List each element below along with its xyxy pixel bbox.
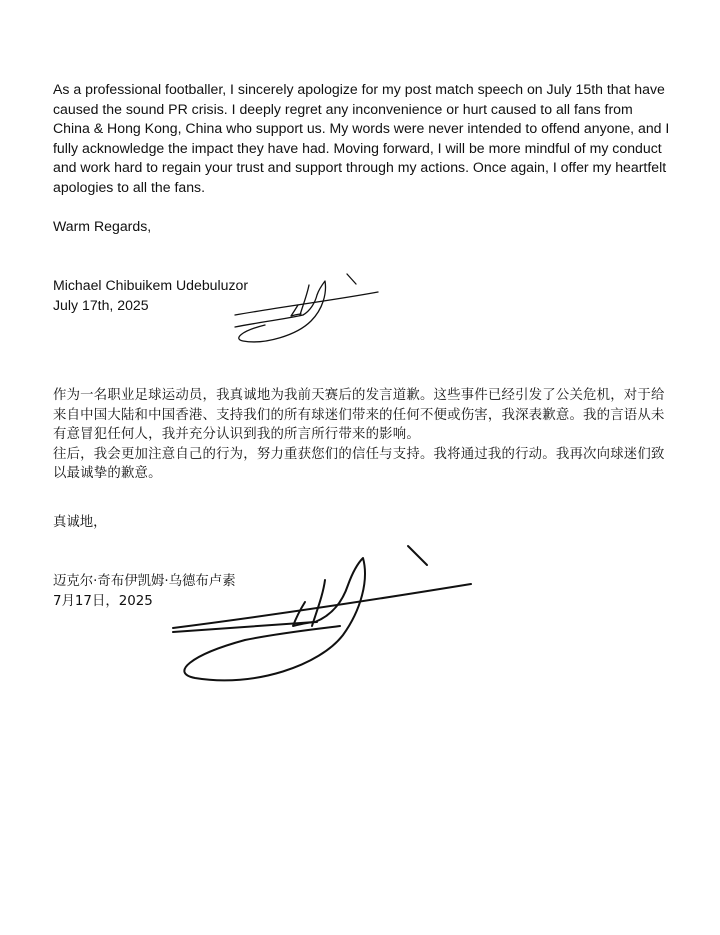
english-apology-paragraph: As a professional footballer, I sincerely apologize for my post match speech on July 15th that have caused the sound PR crisis. I deeply regret any inconvenience or hurt caused to all fans from China & Hong Kong, China who support us. My words were never intended to offend anyone, and I fully acknowledge the impact they have had. Moving forward, I will be more mindful of my conduct and work hard to regain your trust and support through my actions. Once again, I offer my heartfelt apologies to all the fans. bbox=[53, 81, 670, 195]
handwritten-signature-large bbox=[165, 540, 480, 690]
chinese-closing: 真诚地， bbox=[53, 515, 107, 530]
chinese-date: 7月17日，2025 bbox=[53, 594, 153, 609]
chinese-signatory-name: 迈克尔·奇布伊凯姆·乌德布卢素 bbox=[53, 574, 236, 589]
english-signatory-name: Michael Chibuikem Udebuluzor bbox=[53, 277, 249, 293]
english-closing: Warm Regards, bbox=[53, 218, 152, 234]
chinese-paragraph-1: 作为一名职业足球运动员，我真诚地为我前天赛后的发言道歉。这些事件已经引发了公关危机，对于给来自中国大陆和中国香港、支持我们的所有球迷们带来的任何不便或伤害，我深表歉意。我的言语从未有意冒犯任何人，我并充分认识到我的所言所行带来的影响。 bbox=[53, 388, 665, 443]
chinese-paragraph-2: 往后，我会更加注意自己的行为，努力重获您们的信任与支持。我将通过我的行动。我再次向球迷们致以最诚挚的歉意。 bbox=[53, 446, 665, 482]
handwritten-signature-small bbox=[225, 265, 390, 350]
english-date: July 17th, 2025 bbox=[53, 297, 149, 313]
chinese-apology-text bbox=[53, 386, 678, 484]
